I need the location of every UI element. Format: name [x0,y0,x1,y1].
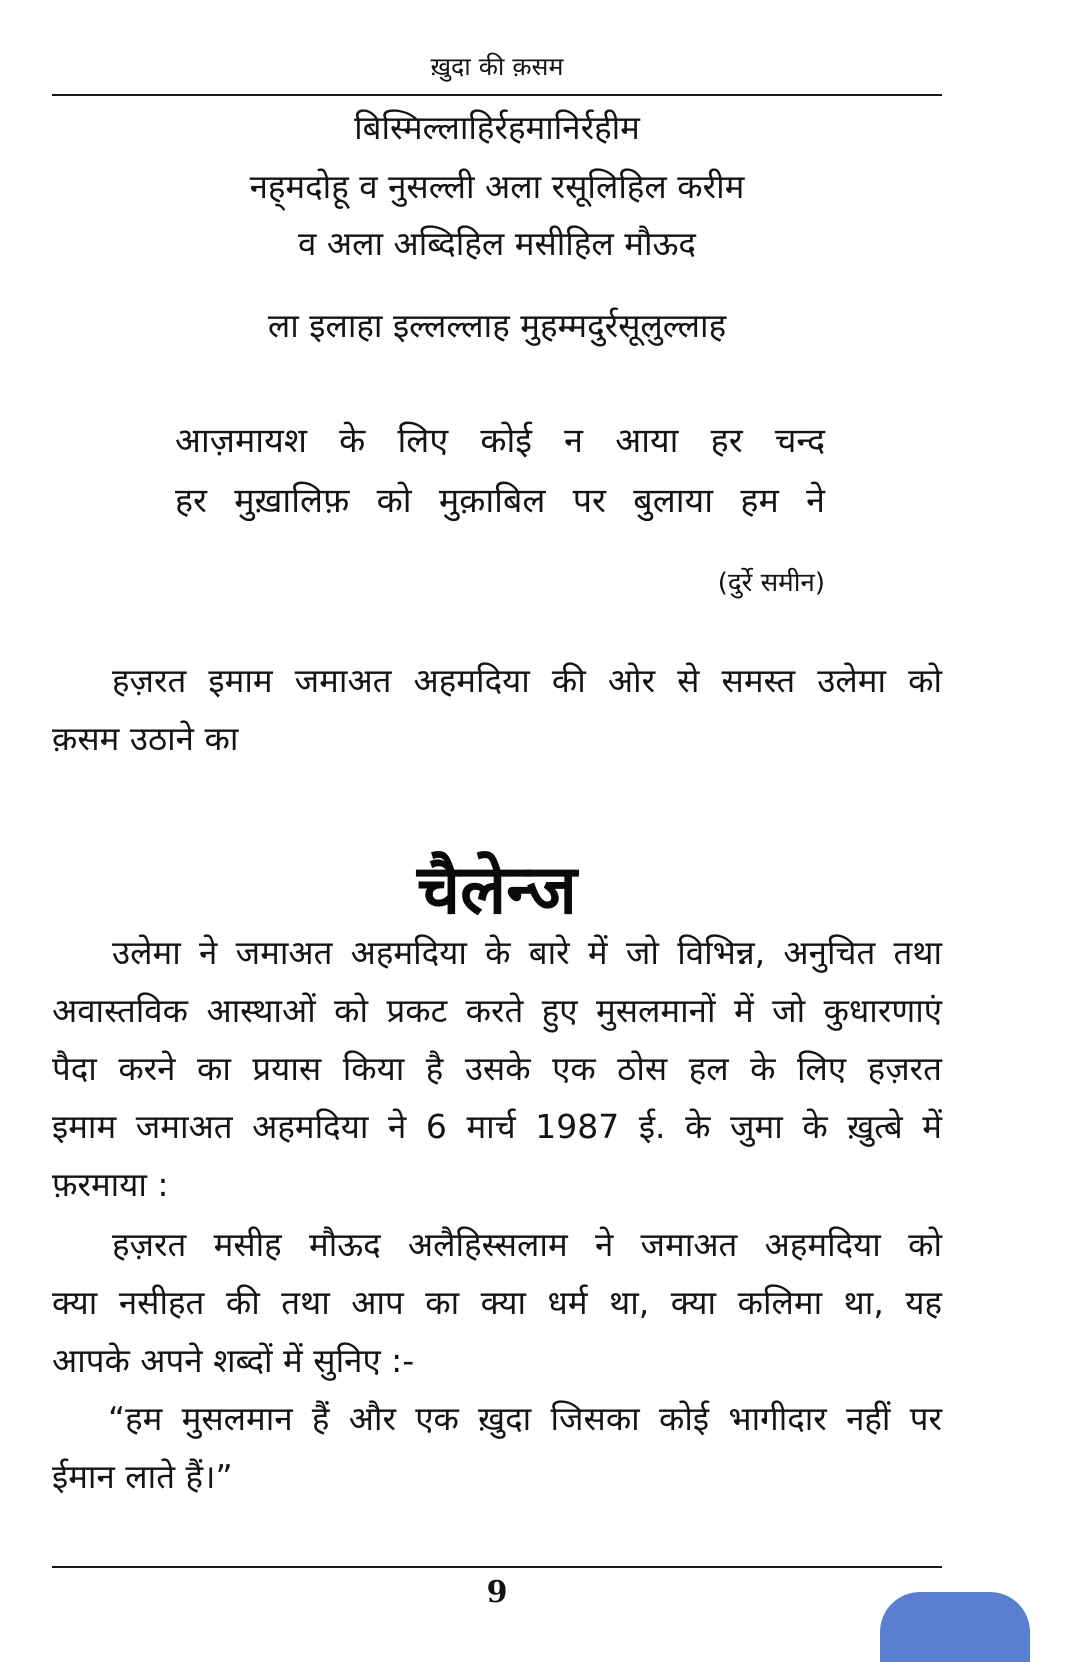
page-title: चैलेन्ज [416,851,577,930]
invocation-line-1: बिस्मिल्लाहिर्रहमानिर्रहीम [354,108,640,147]
paragraph1-line-1: उलेमा ने जमाअत अहमदिया के बारे में जो विभिन्न, अनुचित तथा [112,933,942,972]
paragraph1-line-4: इमाम जमाअत अहमदिया ने 6 मार्च 1987 ई. के जुमा के ख़ुत्बे में [52,1107,942,1146]
intro-line-2: क़सम उठाने का [52,719,239,758]
quote-line-2: ईमान लाते हैं।” [52,1457,233,1496]
kalima: ला इलाहा इल्लल्लाह मुहम्मदुर्रसूलुल्लाह [267,306,727,345]
page-header [52,40,942,96]
invocation-line-2: नह्‌मदोहू व नुसल्ली अला रसूलिहिल करीम [249,167,745,206]
poem-source: (दुर्रे समीन) [717,568,825,598]
couplet-line-2: हर मुख़ालिफ़ को मुक़ाबिल पर बुलाया हम ने [175,481,825,521]
running-title: ख़ुदा की क़सम [430,52,564,81]
intro-line-1: हज़रत इमाम जमाअत अहमदिया की ओर से समस्त उलेमा को [112,661,942,700]
paragraph1-line-5: फ़रमाया : [52,1165,169,1204]
invocation-line-3: व अला अब्दिहिल मसीहिल मौऊद [298,224,696,263]
paragraph2-line-2: क्या नसीहत की तथा आप का क्या धर्म था, क्या कलिमा था, यह [52,1283,942,1322]
paragraph2-line-1: हज़रत मसीह मौऊद अलैहिस्सलाम ने जमाअत अहमदिया को [112,1225,942,1264]
couplet-line-1: आज़मायश के लिए कोई न आया हर चन्द [175,421,825,461]
page-footer [52,1566,942,1618]
paragraph2-line-3: आपके अपने शब्दों में सुनिए :- [52,1341,415,1380]
quote-line-1: “हम मुसलमान हैं और एक ख़ुदा जिसका कोई भागीदार नहीं पर [108,1399,942,1438]
paragraph1-line-3: पैदा करने का प्रयास किया है उसके एक ठोस हल के लिए हज़रत [52,1049,942,1088]
paragraph1-line-2: अवास्तविक आस्थाओं को प्रकट करते हुए मुसलमानों में जो कुधारणाएं [52,991,942,1030]
floating-action-button[interactable] [880,1592,1030,1662]
page-number: 9 [486,1575,508,1610]
